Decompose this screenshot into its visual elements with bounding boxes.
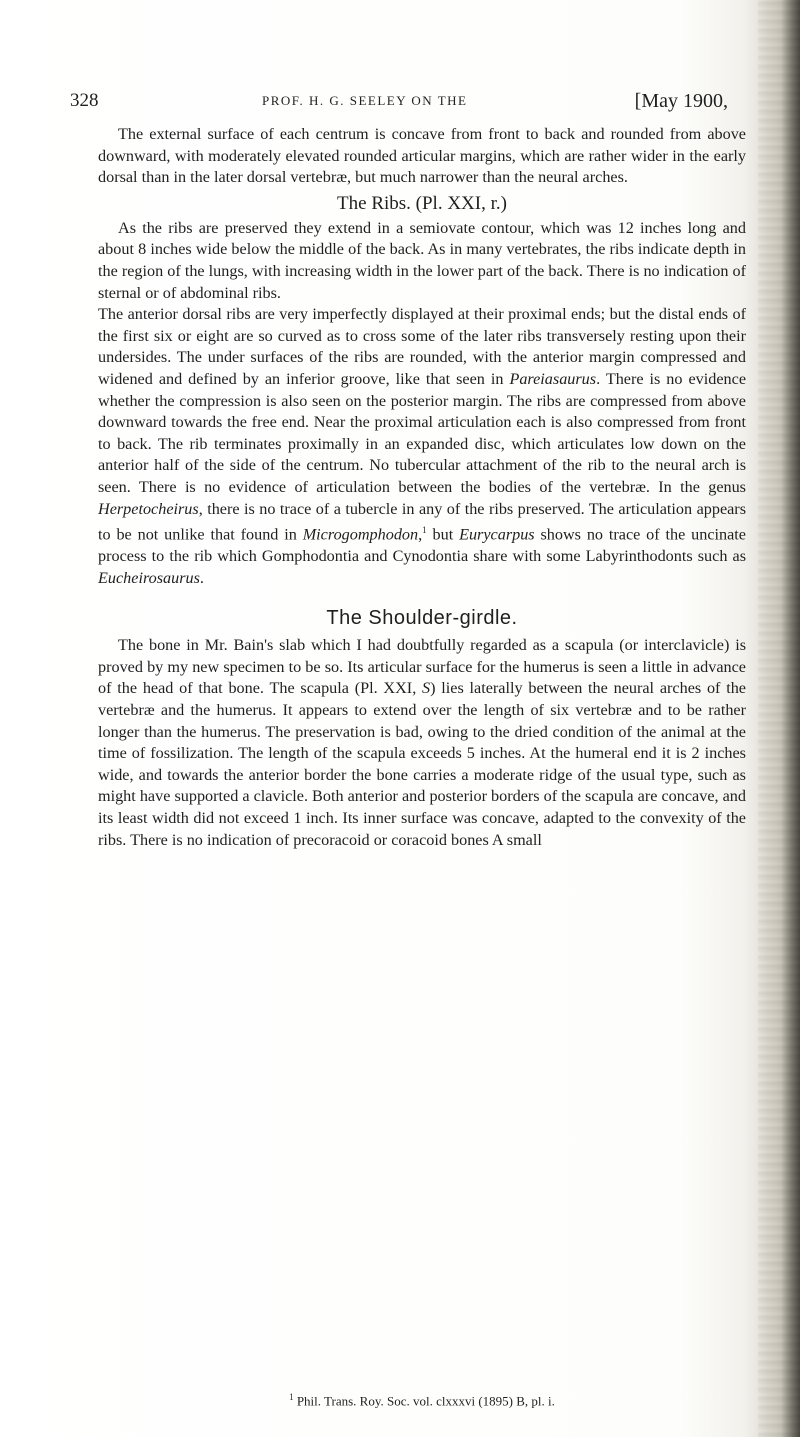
text-run: , there is no trace of a tubercle in any of the ribs preserved. The articulation appears to be not unlike that found in (98, 499, 746, 544)
text-run: . There is no evidence whether the compression is also seen on the posterior margin. The ribs are compressed from above downward towards the free end. Near the proximal articulation each is also compressed from front to back. The rib terminates proximally in an expanded disc, which articulates low down on the anterior half of the side of the centrum. No tubercular attachment of the rib to the neural arch is seen. There is no evidence of articulation between the bodies of the vertebræ. In the genus (98, 369, 746, 496)
section-heading-shoulder-girdle: The Shoulder-girdle. (326, 607, 518, 630)
paragraph-shoulder-girdle (98, 635, 746, 851)
text-run: but (426, 525, 460, 544)
taxon-eucheirosaurus: Eucheirosaurus (98, 568, 200, 587)
text-run: , (418, 525, 423, 544)
taxon-pareiasaurus: Pareiasaurus (509, 369, 597, 388)
footnote-text: Phil. Trans. Roy. Soc. vol. clxxxvi (1895) B, pl. i. (296, 1393, 555, 1409)
header-date: [May 1900, (634, 90, 728, 112)
text-run: . (199, 568, 204, 587)
plate-label-s: S (422, 679, 431, 698)
body-text (98, 124, 746, 851)
text-run: ) lies laterally between the neural arches of the vertebræ and the humerus. It appears to extend over the length of six vertebræ and to be rather longer than the humerus. The preservation is bad, owing to the dried condition of the animal at the time of fossilization. The length of the scapula exceeds 5 inches. At the humeral end it is 2 inches wide, and towards the anterior border the bone carries a moderate ridge of the usual type, such as might have supported a clavicle. Both anterior and posterior borders of the scapula are concave, and its least width did not exceed 1 inch. Its inner surface was concave, adapted to the convexity of the ribs. There is no indication of precoracoid or coracoid bones A small (98, 679, 746, 849)
header-title: PROF. H. G. SEELEY ON THE (262, 93, 468, 108)
text-run: The bone in Mr. Bain's slab which I had doubtfully regarded as a scapula (or interclavicle) is proved by my new specimen to be so. Its articular surface for the humerus is seen a little in advance of the head of that bone. The scapula (Pl. XXI, (98, 636, 746, 698)
paragraph-centrum: The external surface of each centrum is concave from front to back and rounded from above downward, with moderately elevated rounded articular margins, which are rather wider in the early dorsal than in the later dorsal vertebræ, but much narrower than the neural arches. (98, 125, 746, 187)
taxon-microgomphodon: Microgomphodon (302, 525, 419, 544)
text-run: The anterior dorsal ribs are very imperfectly displayed at their proximal ends; but the distal ends of the first six or eight are so curved as to cross some of the later ribs transversely resting upon their undersides. The under surfaces of the ribs are rounded, with the anterior margin compressed and widened and defined by an inferior groove, like that seen in (98, 305, 746, 388)
paragraph-ribs-detail (98, 304, 746, 589)
text-run: shows no trace of the uncinate process to the rib which Gomphodontia and Cynodontia share with some Labyrinthodonts such as (98, 525, 746, 566)
taxon-herpetocheirus: Herpetocheirus (98, 499, 199, 518)
page-number: 328 (70, 90, 99, 111)
running-head (70, 90, 728, 120)
footnote-mark: 1 (289, 1392, 294, 1402)
footnote (98, 1392, 746, 1409)
footnote-reference: 1 (422, 525, 427, 536)
page-edge (758, 0, 800, 1437)
taxon-eurycarpus: Eurycarpus (459, 525, 535, 544)
section-heading-ribs: The Ribs. (Pl. XXI, r.) (337, 192, 507, 214)
paragraph-ribs-contour: As the ribs are preserved they extend in a semiovate contour, which was 12 inches long and about 8 inches wide below the middle of the back. As in many vertebrates, the ribs indicate depth in the region of the lungs, with increasing width in the lower part of the back. There is no indication of sternal or of abdominal ribs. (98, 218, 746, 302)
